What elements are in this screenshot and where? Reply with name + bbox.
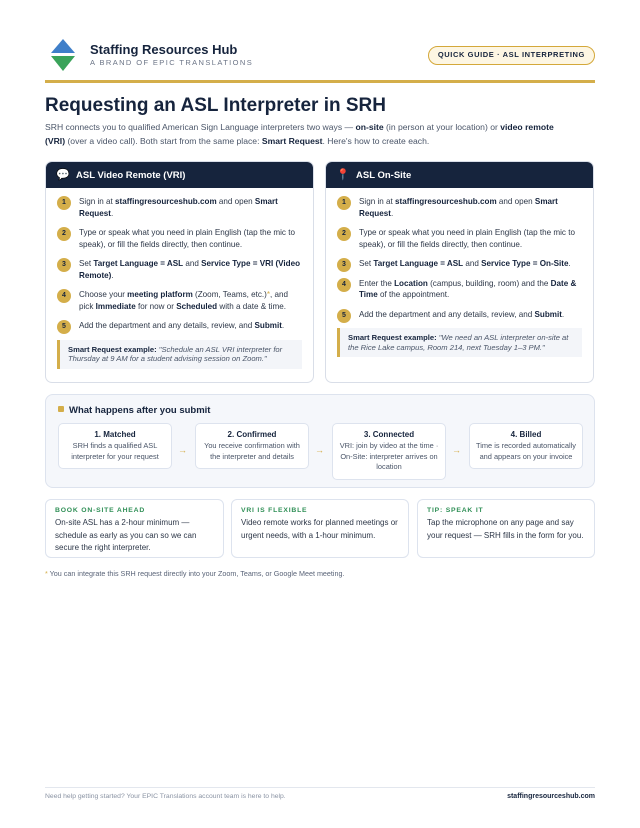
stage-billed (469, 423, 583, 469)
step-text: Set Target Language = ASL and Service Type = On-Site. (359, 259, 571, 268)
step-item (57, 258, 302, 281)
brand-logo-icon (51, 39, 75, 71)
header-divider (45, 80, 595, 83)
integration-footnote: * You can integrate this SRH request directly into your Zoom, Teams, or Google Meet meeting. (45, 569, 345, 578)
step-item (337, 309, 582, 321)
speech-bubble-icon: 💬 (56, 169, 70, 181)
quick-guide-badge: QUICK GUIDE · ASL INTERPRETING (428, 46, 595, 65)
vri-steps-list (46, 188, 313, 332)
step-number-badge: 5 (337, 309, 351, 323)
tip-text: On-site ASL has a 2-hour minimum — schedule as early as you can so we can secure the right interpreter. (55, 518, 197, 552)
step-text: Enter the Location (campus, building, room) and the Date & Time of the appointment. (359, 278, 577, 299)
stage-confirmed (195, 423, 309, 469)
step-item (57, 289, 302, 312)
tip-vri-flexible (231, 499, 409, 558)
onsite-card (325, 161, 594, 383)
tip-label: TIP: SPEAK IT (427, 507, 484, 514)
step-item (337, 258, 582, 270)
brand-name: Staffing Resources Hub (90, 42, 238, 57)
intro-paragraph: SRH connects you to qualified American Sign Language interpreters two ways — on-site (in person at your location) or video remote (VRI) (over a video call). Both start from the same place: Smart Request. Here's how to create each. (45, 122, 554, 146)
step-text: Sign in at staffingresourceshub.com and open Smart Request. (79, 197, 278, 218)
after-submit-title: What happens after you submit (58, 405, 210, 416)
brand-tagline: A BRAND OF EPIC TRANSLATIONS (90, 58, 254, 67)
onsite-steps-list (326, 188, 593, 320)
step-number-badge: 2 (337, 227, 351, 241)
step-item (337, 278, 582, 301)
footer-website-link[interactable]: staffingresourceshub.com (507, 793, 595, 800)
step-item (57, 320, 302, 332)
stage-description: SRH finds a qualified ASL interpreter for your request (71, 441, 159, 461)
step-item (337, 196, 582, 219)
step-text: Set Target Language = ASL and Service Type = VRI (Video Remote). (79, 259, 301, 280)
after-submit-section (45, 394, 595, 488)
tip-speak-it (417, 499, 595, 558)
step-text: Add the department and any details, review, and Submit. (359, 309, 565, 319)
step-text: Type or speak what you need in plain English (tap the mic to speak), or fill the fields directly, then continue. (79, 228, 295, 249)
onsite-example-label: Smart Request example: (348, 333, 437, 342)
page-header (45, 36, 595, 76)
step-text: Choose your meeting platform (Zoom, Teams, etc.)*, and pick Immediate for now or Scheduled with a date & time. (79, 290, 289, 311)
step-number-badge: 5 (57, 320, 71, 334)
vri-card (45, 161, 314, 383)
vri-card-title: ASL Video Remote (VRI) (76, 170, 186, 181)
vri-example (57, 340, 302, 369)
step-text: Type or speak what you need in plain English (tap the mic to speak), or fill the fields directly, then continue. (359, 228, 575, 249)
step-item (57, 227, 302, 250)
arrow-right-icon: → (452, 445, 461, 455)
step-text: Add the department and any details, review, and Submit. (79, 321, 285, 330)
step-number-badge: 3 (57, 258, 71, 272)
step-number-badge: 2 (57, 227, 71, 241)
tip-book-onsite (45, 499, 224, 558)
step-text: Sign in at staffingresourceshub.com and open Smart Request. (359, 197, 558, 218)
footer-divider (45, 787, 595, 788)
stage-description: You receive confirmation with the interpreter and details (204, 441, 300, 461)
tip-text: Tap the microphone on any page and say your request — SRH fills in the form for you. (427, 518, 584, 540)
step-item (337, 227, 582, 250)
arrow-right-icon: → (178, 445, 187, 455)
onsite-example-text: "We need an ASL interpreter on-site at the Rice Lake campus, Room 214, next Tuesday 1–3 PM." (348, 333, 569, 352)
step-number-badge: 1 (57, 196, 71, 210)
step-number-badge: 3 (337, 258, 351, 272)
page-title: Requesting an ASL Interpreter in SRH (45, 95, 386, 116)
step-number-badge: 4 (337, 278, 351, 292)
step-number-badge: 1 (337, 196, 351, 210)
stage-title: 1. Matched (94, 430, 136, 439)
gold-square-icon (58, 406, 64, 412)
tip-label: BOOK ON-SITE AHEAD (55, 507, 146, 514)
onsite-card-header (326, 162, 593, 188)
location-pin-icon: 📍 (336, 169, 350, 181)
stage-title: 3. Connected (363, 430, 415, 439)
tip-text: Video remote works for planned meetings or urgent needs, with a 1-hour minimum. (241, 518, 398, 540)
vri-example-label: Smart Request example: (68, 344, 157, 354)
tip-label: VRI IS FLEXIBLE (241, 507, 308, 514)
stage-title: 4. Billed (510, 430, 542, 439)
stage-connected (332, 423, 446, 480)
step-item (57, 196, 302, 219)
vri-card-header (46, 162, 313, 188)
stage-description: Time is recorded automatically and appears on your invoice (476, 441, 576, 461)
onsite-example (337, 328, 582, 357)
arrow-right-icon: → (315, 445, 324, 455)
stage-title: 2. Confirmed (227, 430, 277, 439)
stage-description: VRI: join by video at the time · On-Site: interpreter arrives on location (339, 441, 439, 471)
vri-example-text: "Schedule an ASL VRI interpreter for Thursday at 9 AM for a student advising session on Zoom." (68, 344, 283, 363)
onsite-card-title: ASL On-Site (356, 170, 412, 181)
footer-help-text: Need help getting started? Your EPIC Translations account team is here to help. (45, 793, 286, 800)
stage-matched (58, 423, 172, 469)
step-number-badge: 4 (57, 289, 71, 303)
